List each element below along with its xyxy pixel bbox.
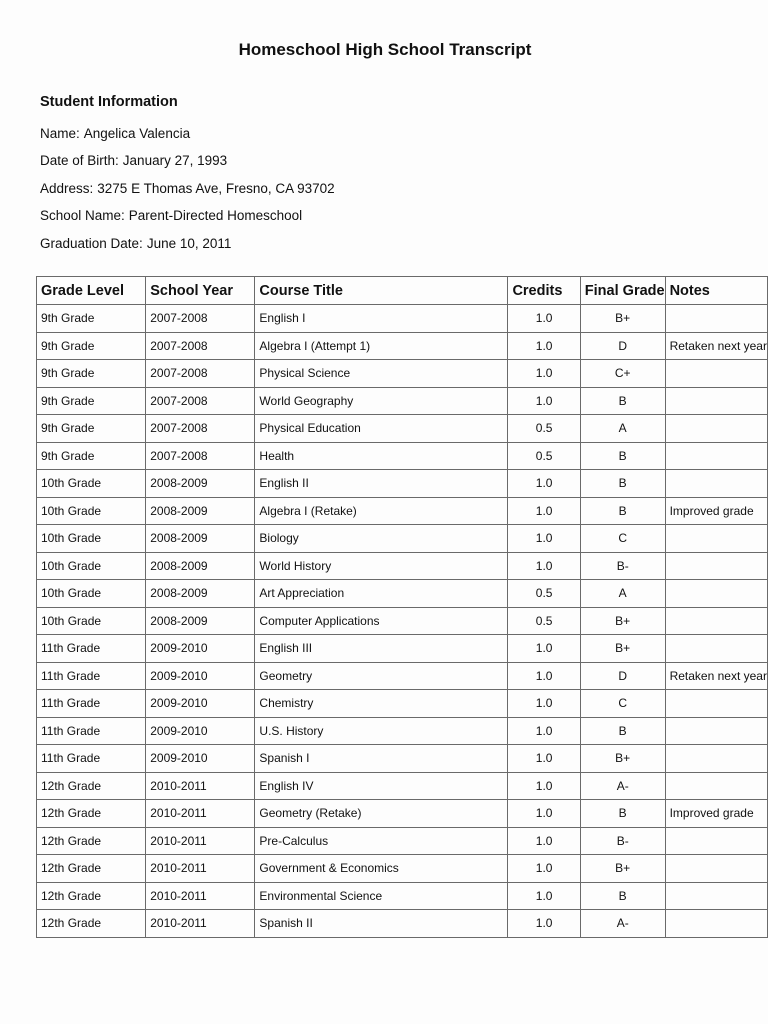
grade-level-cell: 9th Grade [37,415,146,443]
final-grade-cell: C [580,525,665,553]
header-course-title: Course Title [255,277,508,305]
school-year-cell: 2010-2011 [146,910,255,938]
table-row [37,745,768,773]
credits-cell: 1.0 [508,305,580,333]
credits-cell: 1.0 [508,662,580,690]
notes-cell [665,827,767,855]
page-title: Homeschool High School Transcript [238,40,532,59]
table-row [37,442,768,470]
grade-level-cell: 12th Grade [37,800,146,828]
credits-cell: 1.0 [508,387,580,415]
final-grade-cell: B [580,442,665,470]
final-grade-cell: D [580,662,665,690]
student-name-label: Name: [40,126,80,141]
notes-cell: Retaken next year [665,332,767,360]
credits-cell: 1.0 [508,800,580,828]
grade-level-cell: 12th Grade [37,855,146,883]
course-title-cell: English IV [255,772,508,800]
credits-cell: 1.0 [508,497,580,525]
notes-cell: Retaken next year [665,662,767,690]
final-grade-cell: A [580,580,665,608]
graduation-date-label: Graduation Date: [40,236,143,251]
final-grade-cell: A- [580,910,665,938]
final-grade-cell: B [580,470,665,498]
table-row [37,827,768,855]
school-year-cell: 2007-2008 [146,442,255,470]
course-title-cell: Biology [255,525,508,553]
course-title-cell: English II [255,470,508,498]
graduation-date-value: June 10, 2011 [146,236,232,251]
school-year-cell: 2009-2010 [146,662,255,690]
table-row [37,387,768,415]
school-name-label: School Name: [40,208,125,223]
course-title-cell: English III [255,635,508,663]
transcript-table [36,276,768,938]
final-grade-cell: B [580,497,665,525]
final-grade-cell: C [580,690,665,718]
notes-cell [665,690,767,718]
table-row [37,552,768,580]
notes-cell: Improved grade [665,800,767,828]
course-title-cell: Physical Science [255,360,508,388]
school-year-cell: 2009-2010 [146,745,255,773]
grade-level-cell: 11th Grade [37,690,146,718]
credits-cell: 0.5 [508,607,580,635]
school-year-cell: 2009-2010 [146,717,255,745]
table-row [37,415,768,443]
grade-level-cell: 11th Grade [37,745,146,773]
final-grade-cell: B+ [580,855,665,883]
grade-level-cell: 10th Grade [37,470,146,498]
credits-cell: 1.0 [508,552,580,580]
grade-level-cell: 11th Grade [37,717,146,745]
course-title-cell: Chemistry [255,690,508,718]
notes-cell [665,552,767,580]
table-row [37,800,768,828]
course-title-cell: Spanish I [255,745,508,773]
credits-cell: 1.0 [508,635,580,663]
notes-cell [665,855,767,883]
grade-level-cell: 10th Grade [37,552,146,580]
notes-cell [665,635,767,663]
course-title-cell: World History [255,552,508,580]
course-title-cell: Art Appreciation [255,580,508,608]
course-title-cell: English I [255,305,508,333]
table-row [37,772,768,800]
course-title-cell: Environmental Science [255,882,508,910]
school-year-cell: 2007-2008 [146,387,255,415]
final-grade-cell: A- [580,772,665,800]
final-grade-cell: B [580,717,665,745]
notes-cell [665,305,767,333]
header-school-year: School Year [146,277,255,305]
school-year-cell: 2010-2011 [146,855,255,883]
table-row [37,360,768,388]
grade-level-cell: 9th Grade [37,305,146,333]
notes-cell [665,882,767,910]
course-title-cell: Algebra I (Retake) [255,497,508,525]
credits-cell: 0.5 [508,442,580,470]
notes-cell [665,772,767,800]
grade-level-cell: 9th Grade [37,442,146,470]
table-row [37,690,768,718]
credits-cell: 1.0 [508,827,580,855]
table-row [37,497,768,525]
table-row [37,607,768,635]
date-of-birth-value: January 27, 1993 [122,153,228,168]
school-name-value: Parent-Directed Homeschool [128,208,303,223]
final-grade-cell: B [580,387,665,415]
school-year-cell: 2010-2011 [146,800,255,828]
date-of-birth-label: Date of Birth: [40,153,119,168]
grade-level-cell: 12th Grade [37,827,146,855]
school-year-cell: 2007-2008 [146,415,255,443]
school-year-cell: 2007-2008 [146,305,255,333]
school-year-cell: 2008-2009 [146,525,255,553]
course-title-cell: Computer Applications [255,607,508,635]
credits-cell: 0.5 [508,580,580,608]
course-title-cell: Algebra I (Attempt 1) [255,332,508,360]
credits-cell: 1.0 [508,855,580,883]
date-of-birth-line [40,153,227,168]
notes-cell [665,745,767,773]
course-title-cell: Geometry [255,662,508,690]
school-year-cell: 2010-2011 [146,882,255,910]
final-grade-cell: B [580,882,665,910]
final-grade-cell: B [580,800,665,828]
notes-cell [665,607,767,635]
notes-cell [665,415,767,443]
course-title-cell: U.S. History [255,717,508,745]
credits-cell: 1.0 [508,882,580,910]
grade-level-cell: 9th Grade [37,360,146,388]
course-title-cell: Spanish II [255,910,508,938]
table-row [37,717,768,745]
school-year-cell: 2007-2008 [146,360,255,388]
address-label: Address: [40,181,94,196]
course-title-cell: Health [255,442,508,470]
header-notes-label: Notes [669,282,710,299]
notes-cell [665,470,767,498]
table-row [37,332,768,360]
school-year-cell: 2010-2011 [146,827,255,855]
table-row [37,525,768,553]
school-year-cell: 2008-2009 [146,607,255,635]
final-grade-cell: C+ [580,360,665,388]
course-title-cell: Physical Education [255,415,508,443]
credits-cell: 1.0 [508,525,580,553]
grade-level-cell: 10th Grade [37,607,146,635]
school-year-cell: 2007-2008 [146,332,255,360]
credits-cell: 0.5 [508,415,580,443]
course-title-cell: Government & Economics [255,855,508,883]
transcript-body [37,305,768,938]
header-credits: Credits [508,277,580,305]
notes-cell [665,360,767,388]
table-row [37,580,768,608]
notes-cell: Improved grade [665,497,767,525]
notes-cell [665,387,767,415]
final-grade-cell: D [580,332,665,360]
school-year-cell: 2008-2009 [146,552,255,580]
table-row [37,855,768,883]
address-value: 3275 E Thomas Ave, Fresno, CA 93702 [97,181,335,196]
school-year-cell: 2008-2009 [146,497,255,525]
course-title-cell: World Geography [255,387,508,415]
final-grade-cell: B+ [580,305,665,333]
table-row [37,635,768,663]
credits-cell: 1.0 [508,470,580,498]
credits-cell: 1.0 [508,332,580,360]
final-grade-cell: A [580,415,665,443]
header-grade-level: Grade Level [37,277,146,305]
final-grade-cell: B+ [580,745,665,773]
table-row [37,662,768,690]
table-row [37,910,768,938]
course-title-cell: Pre-Calculus [255,827,508,855]
credits-cell: 1.0 [508,910,580,938]
header-notes [665,277,767,305]
school-name-line [40,208,302,223]
course-title-cell: Geometry (Retake) [255,800,508,828]
student-info-heading: Student Information [40,94,178,110]
table-row [37,305,768,333]
student-name-value: Angelica Valencia [83,126,191,141]
graduation-date-line [40,236,231,251]
grade-level-cell: 11th Grade [37,662,146,690]
notes-cell [665,910,767,938]
credits-cell: 1.0 [508,690,580,718]
school-year-cell: 2010-2011 [146,772,255,800]
grade-level-cell: 10th Grade [37,497,146,525]
table-header-row [37,277,768,305]
grade-level-cell: 10th Grade [37,580,146,608]
notes-cell [665,717,767,745]
school-year-cell: 2008-2009 [146,580,255,608]
student-name-line [40,126,190,141]
credits-cell: 1.0 [508,717,580,745]
credits-cell: 1.0 [508,360,580,388]
grade-level-cell: 12th Grade [37,772,146,800]
grade-level-cell: 12th Grade [37,882,146,910]
grade-level-cell: 9th Grade [37,387,146,415]
grade-level-cell: 12th Grade [37,910,146,938]
header-final-grade [580,277,665,305]
address-line [40,181,335,196]
school-year-cell: 2008-2009 [146,470,255,498]
final-grade-cell: B+ [580,635,665,663]
header-final-grade-label: Final Grade [584,282,665,299]
final-grade-cell: B- [580,552,665,580]
notes-cell [665,525,767,553]
grade-level-cell: 9th Grade [37,332,146,360]
table-row [37,470,768,498]
credits-cell: 1.0 [508,745,580,773]
notes-cell [665,580,767,608]
school-year-cell: 2009-2010 [146,635,255,663]
school-year-cell: 2009-2010 [146,690,255,718]
final-grade-cell: B+ [580,607,665,635]
final-grade-cell: B- [580,827,665,855]
credits-cell: 1.0 [508,772,580,800]
grade-level-cell: 11th Grade [37,635,146,663]
table-row [37,882,768,910]
grade-level-cell: 10th Grade [37,525,146,553]
notes-cell [665,442,767,470]
